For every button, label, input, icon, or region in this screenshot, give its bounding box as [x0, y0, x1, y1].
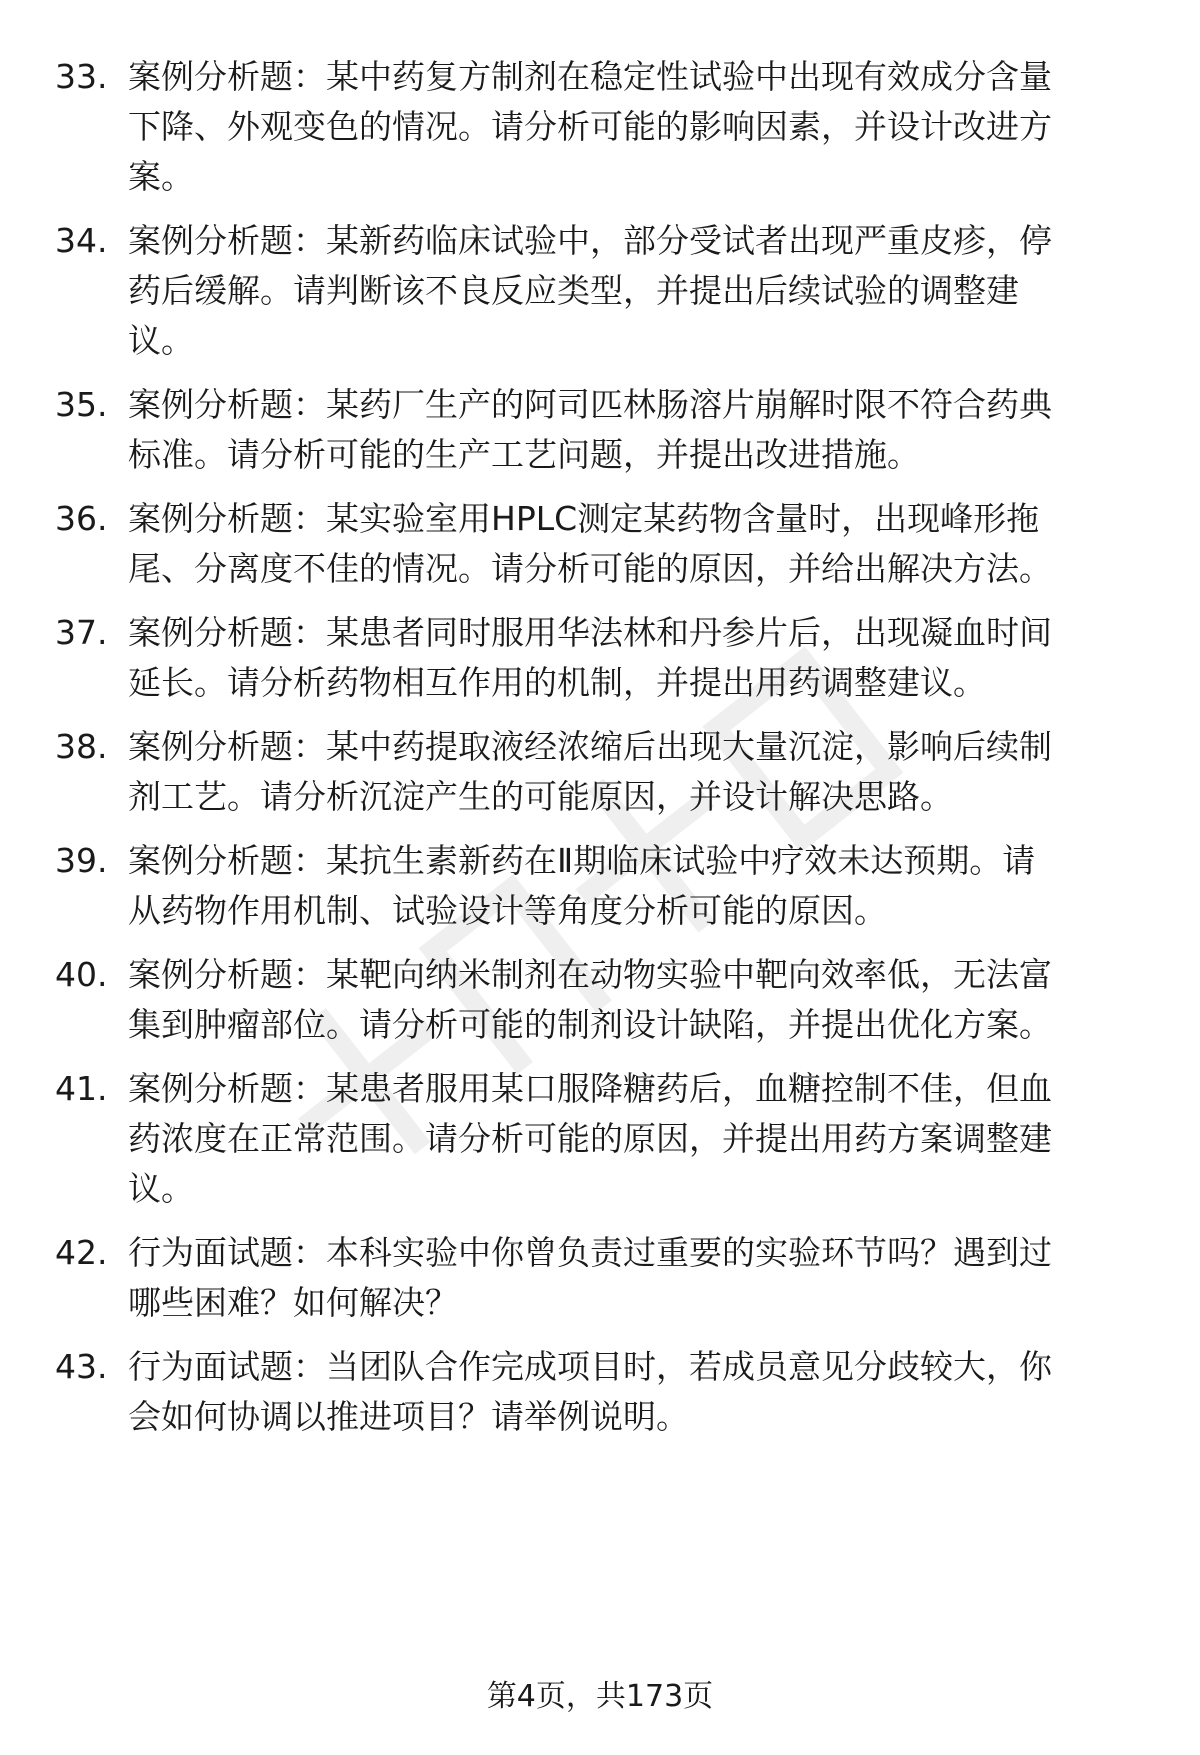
question-text-line: 案例分析题：某患者同时服用华法林和丹参片后，出现凝血时间 [128, 613, 1052, 652]
question-text [128, 380, 1148, 480]
question-text-line: 集到肿瘤部位。请分析可能的制剂设计缺陷，并提出优化方案。 [128, 1005, 1052, 1044]
question-text-line: 剂工艺。请分析沉淀产生的可能原因，并设计解决思路。 [128, 777, 953, 816]
question-text-line: 案例分析题：某新药临床试验中，部分受试者出现严重皮疹，停 [128, 221, 1052, 260]
question-text [128, 216, 1148, 366]
question-text-line: 哪些困难？如何解决？ [128, 1283, 458, 1322]
question-text-line: 延长。请分析药物相互作用的机制，并提出用药调整建议。 [128, 663, 986, 702]
question-text [128, 494, 1148, 594]
question-number: 41. [55, 1069, 108, 1108]
question-text-line: 案例分析题：某抗生素新药在Ⅱ期临床试验中疗效未达预期。请 [128, 841, 1036, 880]
question-text-line: 议。 [128, 1169, 194, 1208]
question-text-line: 标准。请分析可能的生产工艺问题，并提出改进措施。 [128, 435, 920, 474]
question-text-line: 尾、分离度不佳的情况。请分析可能的原因，并给出解决方法。 [128, 549, 1052, 588]
question-text-line: 案例分析题：某靶向纳米制剂在动物实验中靶向效率低，无法富 [128, 955, 1052, 994]
question-number: 36. [55, 499, 108, 538]
question-text-line: 案例分析题：某中药提取液经浓缩后出现大量沉淀，影响后续制 [128, 727, 1052, 766]
page-footer: 第4页，共173页 [486, 1679, 714, 1714]
question-text-line: 会如何协调以推进项目？请举例说明。 [128, 1397, 689, 1436]
question-text-line: 行为面试题：当团队合作完成项目时，若成员意见分歧较大，你 [128, 1347, 1052, 1386]
question-text [128, 1228, 1148, 1328]
question-number: 37. [55, 613, 108, 652]
question-number: 43. [55, 1347, 108, 1386]
question-text-line: 案。 [128, 157, 194, 196]
question-text-line: 案例分析题：某实验室用HPLC测定某药物含量时，出现峰形拖 [128, 499, 1040, 538]
question-number: 40. [55, 955, 108, 994]
question-text-line: 从药物作用机制、试验设计等角度分析可能的原因。 [128, 891, 887, 930]
question-text-line: 行为面试题：本科实验中你曾负责过重要的实验环节吗？遇到过 [128, 1233, 1052, 1272]
question-text-line: 药后缓解。请判断该不良反应类型，并提出后续试验的调整建 [128, 271, 1019, 310]
question-text [128, 1342, 1148, 1442]
question-text [128, 950, 1148, 1050]
question-text [128, 52, 1148, 202]
question-text-line: 案例分析题：某药厂生产的阿司匹林肠溶片崩解时限不符合药典 [128, 385, 1052, 424]
question-text [128, 722, 1148, 822]
question-number: 39. [55, 841, 108, 880]
question-number: 38. [55, 727, 108, 766]
question-text [128, 1064, 1148, 1214]
question-number: 34. [55, 221, 108, 260]
question-text-line: 案例分析题：某中药复方制剂在稳定性试验中出现有效成分含量 [128, 57, 1052, 96]
question-text [128, 836, 1148, 936]
question-number: 35. [55, 385, 108, 424]
question-text-line: 议。 [128, 321, 194, 360]
question-number: 42. [55, 1233, 108, 1272]
question-text-line: 案例分析题：某患者服用某口服降糖药后，血糖控制不佳，但血 [128, 1069, 1052, 1108]
question-text-line: 下降、外观变色的情况。请分析可能的影响因素，并设计改进方 [128, 107, 1052, 146]
question-text-line: 药浓度在正常范围。请分析可能的原因，并提出用药方案调整建 [128, 1119, 1052, 1158]
question-number: 33. [55, 57, 108, 96]
question-text [128, 608, 1148, 708]
